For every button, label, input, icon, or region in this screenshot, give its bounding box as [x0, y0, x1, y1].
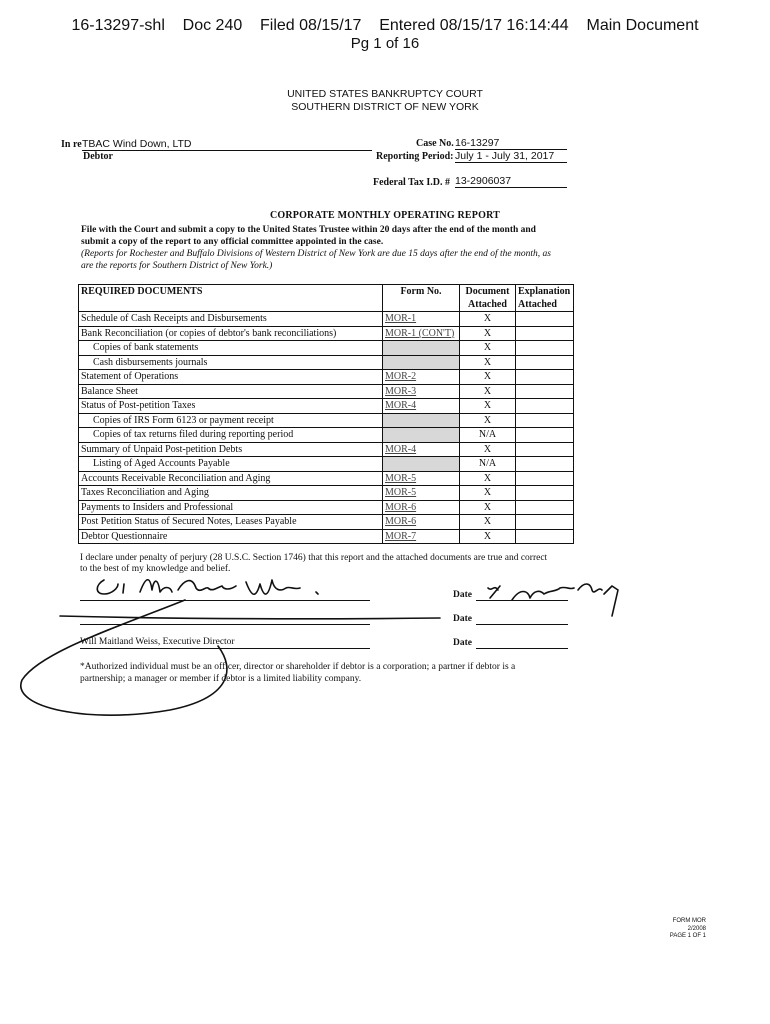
form-id-line-1: FORM MOR — [672, 918, 706, 924]
document-name: Copies of bank statements — [79, 341, 383, 356]
document-attached-mark: N/A — [460, 457, 516, 472]
court-line-2: SOUTHERN DISTRICT OF NEW YORK — [291, 101, 479, 113]
explanation-attached-cell — [516, 370, 574, 385]
document-attached-mark: X — [460, 341, 516, 356]
court-name — [0, 88, 770, 114]
table-row — [79, 341, 574, 356]
date-label-1: Date — [453, 590, 472, 600]
document-name: Bank Reconciliation (or copies of debtor's bank reconciliations) — [79, 326, 383, 341]
document-attached-mark: X — [460, 355, 516, 370]
table-row — [79, 515, 574, 530]
reporting-period: July 1 - July 31, 2017 — [455, 150, 567, 163]
handwritten-signature-icon — [0, 560, 770, 730]
document-name: Copies of tax returns filed during reporting period — [79, 428, 383, 443]
document-name: Status of Post-petition Taxes — [79, 399, 383, 414]
document-attached-mark: N/A — [460, 428, 516, 443]
table-row — [79, 457, 574, 472]
form-number — [383, 355, 460, 370]
in-re-label: In re — [61, 139, 82, 150]
docket-header: 16-13297-shl Doc 240 Filed 08/15/17 Entered 08/15/17 16:14:44 Main Document — [71, 17, 699, 34]
explanation-attached-cell — [516, 471, 574, 486]
document-attached-mark: X — [460, 370, 516, 385]
table-header — [79, 285, 574, 312]
table-body — [79, 312, 574, 544]
form-id-line-2: 2/2008 — [687, 925, 706, 932]
authorized-individual-note: *Authorized individual must be an officer, director or shareholder if debtor is a corporation; a partner if debtor is a partnership; a manager or member if debtor is a limited liability company. — [80, 662, 516, 684]
document-attached-mark: X — [460, 399, 516, 414]
explanation-attached-cell — [516, 384, 574, 399]
document-attached-mark: X — [460, 529, 516, 544]
explanation-attached-cell — [516, 442, 574, 457]
form-number: MOR-6 — [383, 515, 460, 530]
form-number — [383, 428, 460, 443]
document-attached-mark: X — [460, 442, 516, 457]
document-name: Post Petition Status of Secured Notes, Leases Payable — [79, 515, 383, 530]
document-name: Debtor Questionnaire — [79, 529, 383, 544]
table-row — [79, 413, 574, 428]
document-attached-mark: X — [460, 413, 516, 428]
explanation-attached-cell — [516, 486, 574, 501]
form-number: MOR-2 — [383, 370, 460, 385]
table-row — [79, 355, 574, 370]
document-name: Payments to Insiders and Professional — [79, 500, 383, 515]
document-attached-mark: X — [460, 326, 516, 341]
tax-id: 13-2906037 — [455, 175, 567, 188]
instructions-bold: File with the Court and submit a copy to the United States Trustee within 20 days after the end of the month and submit a copy of the report to any official committee appointed in the case. — [81, 225, 536, 247]
table-row — [79, 428, 574, 443]
form-number: MOR-1 — [383, 312, 460, 327]
form-number: MOR-3 — [383, 384, 460, 399]
explanation-attached-cell — [516, 355, 574, 370]
document-attached-mark: X — [460, 384, 516, 399]
explanation-attached-cell — [516, 326, 574, 341]
explanation-attached-cell — [516, 529, 574, 544]
form-number — [383, 341, 460, 356]
page-number: Pg 1 of 16 — [350, 35, 420, 52]
document-name: Balance Sheet — [79, 384, 383, 399]
document-attached-mark: X — [460, 486, 516, 501]
table-row — [79, 500, 574, 515]
table-row — [79, 312, 574, 327]
form-identifier — [670, 918, 706, 941]
header-form-no: Form No. — [383, 285, 460, 312]
form-number: MOR-4 — [383, 442, 460, 457]
reporting-period-label: Reporting Period: — [376, 151, 454, 162]
date-label-3: Date — [453, 638, 472, 648]
table-row — [79, 442, 574, 457]
required-documents-table — [78, 284, 574, 544]
form-number: MOR-7 — [383, 529, 460, 544]
form-number: MOR-1 (CON'T) — [383, 326, 460, 341]
document-name: Listing of Aged Accounts Payable — [79, 457, 383, 472]
table-row — [79, 486, 574, 501]
form-number: MOR-6 — [383, 500, 460, 515]
debtor-name: TBAC Wind Down, LTD — [82, 138, 372, 151]
tax-id-label: Federal Tax I.D. # — [373, 177, 450, 188]
form-id-line-3: PAGE 1 OF 1 — [669, 933, 706, 939]
perjury-declaration: I declare under penalty of perjury (28 U.S.C. Section 1746) that this report and the attached documents are true and correct to the best of my knowledge and belief. — [80, 553, 548, 574]
filing-instructions — [81, 224, 561, 272]
document-attached-mark: X — [460, 500, 516, 515]
table-row — [79, 529, 574, 544]
instructions-italic: (Reports for Rochester and Buffalo Divisions of Western District of New York are due 15 days after the end of the month, as are the reports for Southern District of New York.) — [81, 249, 551, 271]
document-attached-mark: X — [460, 312, 516, 327]
header-required-documents: REQUIRED DOCUMENTS — [79, 285, 383, 312]
explanation-attached-cell — [516, 413, 574, 428]
document-name: Accounts Receivable Reconciliation and Aging — [79, 471, 383, 486]
form-number — [383, 457, 460, 472]
table-row — [79, 370, 574, 385]
table-row — [79, 384, 574, 399]
explanation-attached-cell — [516, 500, 574, 515]
form-number: MOR-4 — [383, 399, 460, 414]
document-name: Cash disbursements journals — [79, 355, 383, 370]
document-name: Taxes Reconciliation and Aging — [79, 486, 383, 501]
court-line-1: UNITED STATES BANKRUPTCY COURT — [287, 88, 483, 100]
signer-name: Will Maitland Weiss, Executive Director — [80, 637, 235, 647]
date-label-2: Date — [453, 614, 472, 624]
document-name: Summary of Unpaid Post-petition Debts — [79, 442, 383, 457]
header-explanation-attached: Explanation Attached — [516, 285, 574, 312]
header-document-attached: Document Attached — [460, 285, 516, 312]
document-name: Schedule of Cash Receipts and Disbursements — [79, 312, 383, 327]
case-number: 16-13297 — [455, 137, 567, 150]
explanation-attached-cell — [516, 457, 574, 472]
explanation-attached-cell — [516, 341, 574, 356]
explanation-attached-cell — [516, 515, 574, 530]
document-name: Statement of Operations — [79, 370, 383, 385]
document-name: Copies of IRS Form 6123 or payment receipt — [79, 413, 383, 428]
report-title: CORPORATE MONTHLY OPERATING REPORT — [269, 210, 501, 221]
form-number: MOR-5 — [383, 486, 460, 501]
table-row — [79, 326, 574, 341]
case-no-label: Case No. — [416, 138, 454, 149]
document-attached-mark: X — [460, 471, 516, 486]
explanation-attached-cell — [516, 399, 574, 414]
debtor-label: Debtor — [83, 151, 113, 162]
table-row — [79, 399, 574, 414]
form-number — [383, 413, 460, 428]
table-row — [79, 471, 574, 486]
explanation-attached-cell — [516, 312, 574, 327]
explanation-attached-cell — [516, 428, 574, 443]
form-number: MOR-5 — [383, 471, 460, 486]
document-attached-mark: X — [460, 515, 516, 530]
